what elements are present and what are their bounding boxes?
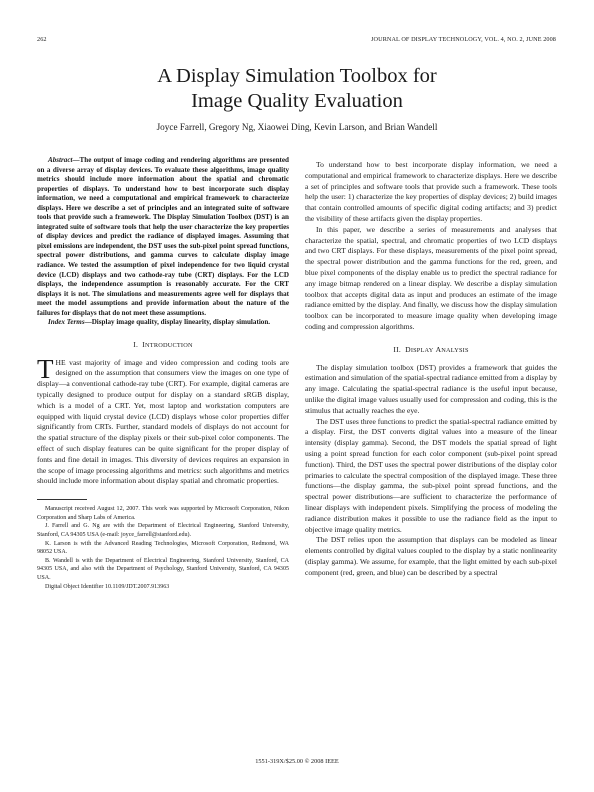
drop-cap: T	[37, 353, 54, 384]
index-terms-label: Index Terms	[48, 318, 85, 327]
paragraph-dst-functions: The DST uses three functions to predict the spatial-spectral radiance emitted by a display. First, the DST converts digital values into a measure of the linear intensity (display gamma). Second, the DST models the spatial spread of light using a point spread function for each color component (sub-pixel point spread function). Third, the DST uses the spectral power distributions of the display color primaries to calculate the spectral composition of the displayed image. These three functions—the display gamma, the sub-pixel point spread functions, and the spectral power distributions—are sufficient to characterize the performance of linear displays with independent pixels. Simplifying the process of modeling the radiance distribution makes it possible to use the radiance field as the input to objective image quality metrics.	[305, 416, 557, 534]
section-title-initial: I	[142, 339, 146, 349]
footnote-manuscript: Manuscript received August 12, 2007. This work was supported by Microsoft Corporation, Nikon Corporation and Sharp Labs of America.	[37, 506, 289, 521]
section-heading-display-analysis	[305, 345, 557, 357]
paragraph-this-paper: In this paper, we describe a series of measurements and analyses that characterize the spatial, spectral, and chromatic properties of two LCD displays and two CRT displays. For these displays, measurements of the pixel point spread, the spectral power distribution and the gamma functions for the red, green, and blue pixel components of the display enable us to predict the spectral radiance for any image bitmap rendered on a linear display. We describe a display simulation toolbox that accepts digital data as input and produces an estimate of the image radiance emitted by the display. And finally, we discuss how the display simulation toolbox can be incorporated to measure image quality when developing image coding and compression algorithms.	[305, 224, 557, 331]
title-line-2: Image Quality Evaluation	[191, 90, 403, 112]
abstract-text: —The output of image coding and rendering algorithms are presented on a diverse array of display devices. To evaluate these algorithms, image quality metrics should include more information about the spatial and chromatic properties of displays. To understand how to best incorporate such display information, we need a computational and empirical framework to characterize displays. Here we describe a set of principles and an integrated suite of software tools that provide such a framework. The Display Simulation Toolbox (DST) is an integrated suite of software tools that help the user characterize the key properties of display devices and predict the radiance of displayed images. Assuming that pixel emissions are independent, the DST uses the sub-pixel point spread functions, spectral power distributions, and gamma curves to calculate display image radiance. We tested the assumption of pixel independence for two liquid crystal device (LCD) displays and two cathode-ray tube (CRT) displays. For the LCD displays, the independence assumption is reasonably accurate. For the CRT displays it is not. The simulations and measurements agree well for displays that meet the model assumptions and provide information about the nature of the failures for displays that do not meet these assumptions.	[37, 156, 289, 317]
intro-paragraph	[37, 353, 289, 488]
page-number: 262	[37, 36, 47, 43]
section-title-initial: A	[435, 344, 442, 354]
copyright-footer: 1551-319X/$25.00 © 2008 IEEE	[255, 758, 339, 765]
section-title-rest: NALYSIS	[441, 346, 469, 354]
paragraph-dst-assumption: The DST relies upon the assumption that displays can be modeled as linear elements controlled by digital values coupled to the display by a static nonlinearity (display gamma). We assume, for example, that the light emitted by each sub-pixel component (red, green, and blue) can be described by a spectral	[305, 535, 557, 577]
footnote-farrell-ng: J. Farrell and G. Ng are with the Department of Electrical Engineering, Stanford University, Stanford, CA 94305 USA (e-mail: joyce_farrell@stanford.edu).	[37, 523, 289, 538]
author-list: Joyce Farrell, Gregory Ng, Xiaowei Ding, Kevin Larson, and Brian Wandell	[156, 122, 438, 132]
footnotes	[37, 505, 289, 591]
section-numeral: II.	[393, 344, 401, 354]
paper-title	[0, 64, 594, 114]
section-title-rest: NTRODUCTION	[145, 341, 193, 349]
footnote-rule	[37, 499, 87, 500]
paragraph-framework: To understand how to best incorporate display information, we need a computational and empirical framework to characterize displays. Here we describe a set of principles and software tools that provide such a framework. These tools help the user: 1) characterize the key properties of display devices; 2) build images that contain controlled amounts of specific digital coding artifacts; and 3) predict the visibility of these artifacts given the display properties.	[305, 160, 557, 223]
left-column	[37, 156, 289, 591]
section-title-initial: D	[405, 344, 411, 354]
section-numeral: I.	[133, 339, 139, 349]
index-terms	[37, 318, 289, 328]
footnote-wandell: B. Wandell is with the Department of Electrical Engineering, Stanford University, Stanford, CA 94305 USA, and also with the Department of Psychology, Stanford University, Stanford, CA 94305 USA.	[37, 557, 289, 581]
intro-text: HE vast majority of image and video compression and coding tools are designed on the assumption that consumers view the images on one type of display—a conventional cathode-ray tube (CRT). For example, digital cameras are typically designed to produce output for display on a standard sRGB display, which is a model of a CRT. Yet, most laptop and workstation computers are equipped with liquid crystal device (LCD) displays whose color properties differ significantly from CRTs. Further, standard models of displays do not account for the spatial structure of the display pixels or their sub-pixel color components. The effect of such display features can be quite significant for the proper display of fonts and fine detail in images. This diversity of devices requires an expansion in the scope of image processing algorithms and metrics: such algorithms and metrics should include more information about display spatial and chromatic properties.	[37, 357, 289, 486]
abstract-label: Abstract	[48, 156, 73, 164]
journal-header: JOURNAL OF DISPLAY TECHNOLOGY, VOL. 4, NO. 2, JUNE 2008	[371, 36, 556, 43]
footnote-doi: Digital Object Identifier 10.1109/JDT.2007.913963	[45, 583, 170, 590]
section-title-rest: ISPLAY	[410, 346, 434, 354]
title-line-1: A Display Simulation Toolbox for	[157, 65, 437, 87]
index-terms-text: —Display image quality, display linearity, display simulation.	[84, 318, 271, 327]
footnote-larson: K. Larson is with the Advanced Reading Technologies, Microsoft Corporation, Redmond, WA 98052 USA.	[37, 540, 289, 556]
abstract	[37, 156, 289, 318]
section-heading-introduction	[37, 340, 289, 352]
right-column	[305, 160, 557, 578]
paragraph-dst-framework: The display simulation toolbox (DST) provides a framework that guides the estimation and simulation of the spatial-spectral radiance emitted from a display by any image. Calculating the spatial-spectral radiance is the useful input because, unlike the digital image values usually used for compression and coding, this is the stimulus that actually reaches the eye.	[305, 362, 557, 415]
